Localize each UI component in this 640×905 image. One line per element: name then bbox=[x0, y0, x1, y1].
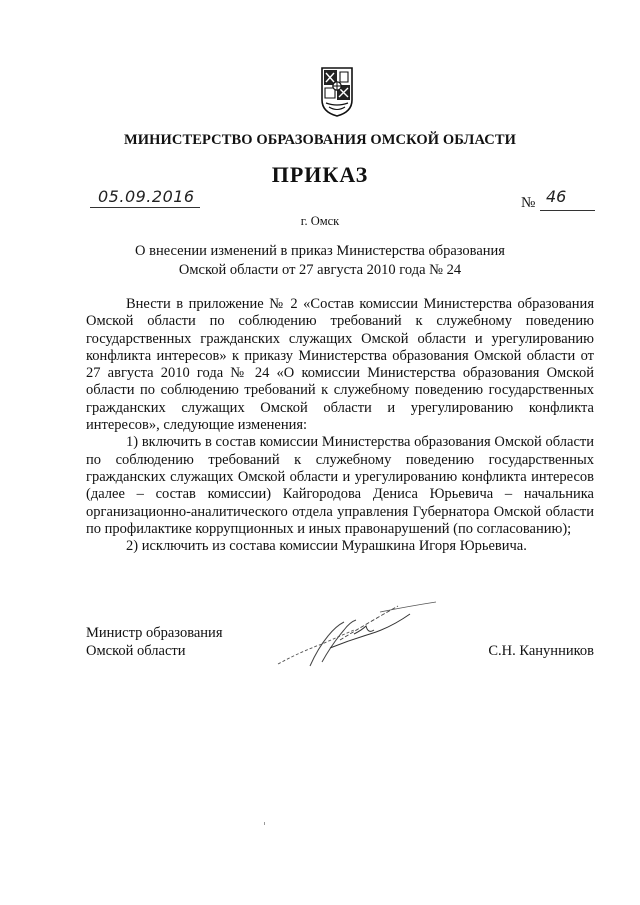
subject-line-2: Омской области от 27 августа 2010 года № 24 bbox=[178, 262, 462, 278]
document-subject bbox=[0, 242, 640, 280]
number-sign: № bbox=[521, 195, 536, 211]
body-intro-paragraph: Внести в приложение № 2 «Состав комиссии Министерства образования Омской области по соблюдению требований к служебному поведению государственных гражданских служащих Омской области и урегулированию конфликта интересов» к приказу Министерства образования Омской области от 27 августа 2010 года № 24 «О комиссии Министерства образования Омской области по соблюдению требований к служебному поведению государственных гражданских служащих Омской области и урегулированию конфликта интересов», следующие изменения: bbox=[86, 296, 594, 434]
signatory-position bbox=[86, 624, 222, 660]
subject-line-1: О внесении изменений в приказ Министерства образования bbox=[135, 243, 505, 259]
scan-speck bbox=[264, 822, 265, 825]
ministry-name: МИНИСТЕРСТВО ОБРАЗОВАНИЯ ОМСКОЙ ОБЛАСТИ bbox=[123, 132, 517, 148]
date-underline bbox=[90, 207, 200, 208]
body-item-1: 1) включить в состав комиссии Министерства образования Омской области по соблюдению требований к служебному поведению государственных гражданских служащих Омской области и урегулированию конфликта интересов (далее – состав комиссии) Кайгородова Дениса Юрьевича – начальника организационно-аналитического отдела управления Губернатора Омской области по профилактике коррупционных и иных правонарушений (по согласованию); bbox=[86, 434, 594, 537]
coat-of-arms-icon bbox=[320, 66, 354, 118]
handwritten-signature bbox=[270, 600, 440, 672]
document-body bbox=[86, 296, 594, 555]
document-type-title: ПРИКАЗ bbox=[271, 162, 369, 187]
city-label: г. Омск bbox=[300, 214, 340, 228]
signatory-position-line-2: Омской области bbox=[86, 643, 186, 659]
signatory-position-line-1: Министр образования bbox=[86, 625, 223, 641]
document-date: 05.09.2016 bbox=[98, 187, 195, 206]
body-item-2: 2) исключить из состава комиссии Мурашкина Игоря Юрьевича. bbox=[126, 538, 527, 555]
signatory-name: С.Н. Канунников bbox=[488, 643, 594, 659]
number-underline bbox=[540, 210, 595, 211]
document-number: 46 bbox=[546, 187, 567, 206]
